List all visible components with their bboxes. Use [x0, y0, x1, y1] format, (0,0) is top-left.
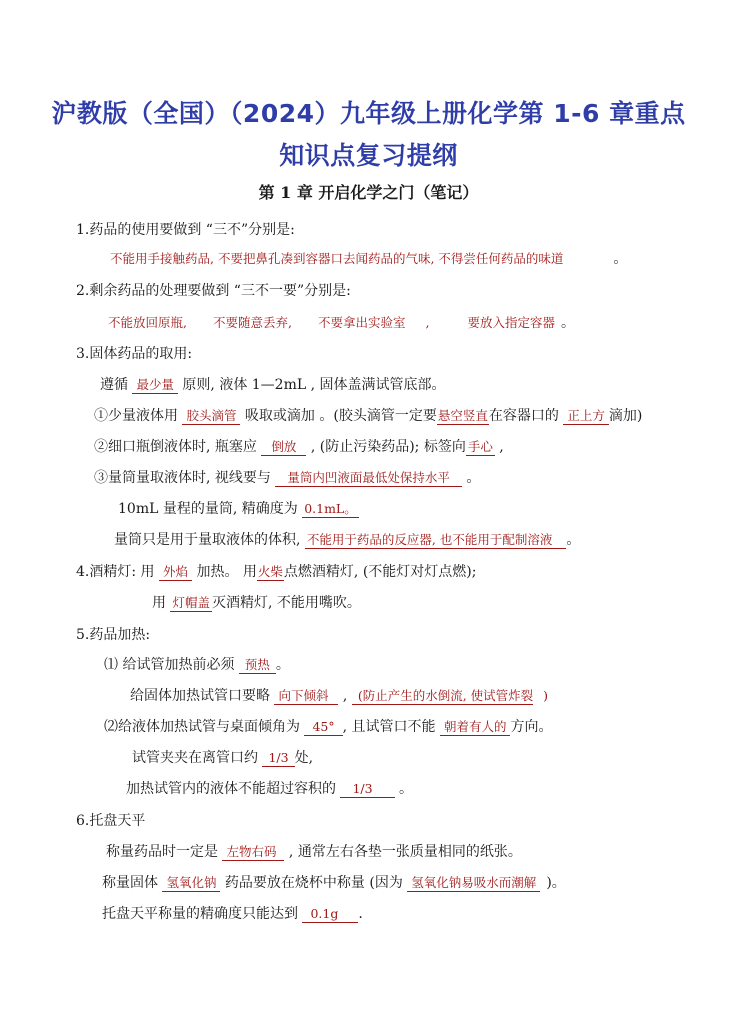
section-2-answer-line: [108, 313, 575, 333]
text: 10mL 量程的量筒, 精确度为: [118, 501, 298, 517]
section-5-line-4: [132, 748, 313, 768]
text: 称量药品时一定是: [106, 844, 218, 860]
blank-answer: 0.1g: [302, 906, 358, 923]
blank-answer: (防止产生的水倒流, 使试管炸裂: [352, 688, 533, 705]
text: 加热试管内的液体不能超过容积的: [126, 781, 336, 797]
section-3-line-1: [100, 375, 446, 395]
text: 灭酒精灯, 不能用嘴吹。: [211, 595, 361, 611]
section-6-line-3: [102, 904, 363, 924]
document-title-line-1: 沪教版（全国）（2024）九年级上册化学第 1-6 章重点: [51, 99, 686, 128]
blank-answer: 正上方: [563, 408, 609, 425]
blank-answer: 氢氧化钠易吸水而潮解: [407, 875, 540, 892]
text: 用: [152, 595, 166, 611]
blank-answer: 最少量: [132, 377, 178, 394]
section-6-heading: 6.托盘天平: [76, 813, 146, 829]
section-2-answer-3: 不要拿出实验室: [317, 315, 406, 330]
blank-answer: 1/3: [340, 781, 394, 798]
text: 。: [275, 657, 290, 673]
blank-answer: 氢氧化钠: [162, 875, 220, 892]
section-2-question: 2.剩余药品的处理要做到 “三不一要”分别是:: [76, 283, 351, 299]
text: ⑴ 给试管加热前必须: [104, 657, 235, 673]
section-3-line-6: [114, 530, 580, 550]
section-3-line-3: [94, 437, 504, 457]
blank-answer: 外焰: [159, 564, 192, 581]
text: 。: [466, 470, 481, 486]
section-2-answer-4: 要放入指定容器: [467, 315, 555, 330]
text: 托盘天平称量的精确度只能达到: [102, 906, 298, 922]
text: ): [543, 688, 549, 703]
text: 遵循: [100, 377, 128, 393]
text: 滴加): [608, 408, 643, 424]
section-1-answer: 不能用手接触药品, 不要把鼻孔凑到容器口去闻药品的气味, 不得尝任何药品的味道: [110, 251, 564, 266]
text: ,: [499, 439, 504, 455]
text: 吸取或滴加 。(胶头滴管一定要: [244, 408, 437, 424]
section-2-answer-2: 不要随意丢弃,: [212, 315, 292, 330]
text: 在容器口的: [488, 408, 559, 424]
blank-answer: 悬空竖直: [437, 408, 488, 423]
text: 量筒只是用于量取液体的体积,: [114, 532, 301, 548]
blank-answer: 预热: [239, 657, 276, 674]
text: ,: [342, 688, 348, 704]
blank-answer: 胶头滴管: [182, 408, 240, 425]
section-5-line-2: [130, 686, 548, 706]
section-1-answer-line: [110, 249, 627, 269]
text: ⑵给液体加热试管与桌面倾角为: [104, 719, 300, 735]
blank-answer: 倒放: [261, 439, 306, 456]
section-5-line-5: [126, 779, 413, 799]
section-1-question: 1.药品的使用要做到 “三不”分别是:: [76, 222, 295, 238]
section-6-line-1: [106, 842, 522, 862]
blank-answer: 火柴: [257, 564, 283, 579]
chapter-heading: 第 1 章 开启化学之门（笔记）: [258, 183, 479, 202]
text: 试管夹夹在离管口约: [132, 750, 258, 766]
section-2-end: 。: [560, 315, 575, 331]
blank-answer: 量筒内凹液面最低处保持水平: [275, 470, 462, 487]
text: 称量固体: [102, 875, 158, 891]
section-4-line-2: [152, 593, 361, 613]
section-6-line-2: [102, 873, 566, 893]
text: 4.酒精灯: 用: [76, 564, 155, 580]
text: 方向。: [510, 719, 553, 735]
text: 药品要放在烧杯中称量 (因为: [224, 875, 403, 891]
blank-answer: 不能用于药品的反应器, 也不能用于配制溶液: [305, 532, 566, 549]
blank-answer: 左物右码: [222, 844, 284, 861]
blank-answer: 手心: [467, 439, 493, 454]
section-2-comma: ,: [425, 315, 430, 330]
text: .: [358, 906, 363, 922]
text: 。: [566, 532, 581, 548]
text: 点燃酒精灯, (不能灯对灯点燃);: [283, 564, 477, 580]
section-1-end: 。: [613, 251, 628, 267]
section-3-line-4: [94, 468, 480, 488]
section-4-line-1: [76, 562, 476, 582]
text: )。: [546, 875, 566, 891]
text: ①少量液体用: [94, 408, 178, 424]
section-5-heading: 5.药品加热:: [76, 627, 151, 643]
document-title-line-2: 知识点复习提纲: [279, 141, 458, 170]
section-2-answer-1: 不能放回原瓶,: [108, 315, 187, 330]
section-3-line-5: [118, 499, 359, 519]
text: , (防止污染药品); 标签向: [310, 439, 466, 455]
blank-answer: 灯帽盖: [172, 595, 210, 610]
blank-answer: 向下倾斜: [274, 688, 338, 705]
text: 给固体加热试管口要略: [130, 688, 270, 704]
blank-answer: 45°: [304, 719, 342, 736]
blank-answer: 朝着有人的: [440, 719, 511, 736]
text: 加热。 用: [196, 564, 257, 580]
text: 原则, 液体 1—2mL , 固体盖满试管底部。: [182, 377, 446, 393]
section-3-line-2: [94, 406, 642, 426]
text: ②细口瓶倒液体时, 瓶塞应: [94, 439, 257, 455]
section-5-line-1: [104, 655, 290, 675]
blank-answer: 0.1mL。: [304, 501, 357, 516]
section-3-heading: 3.固体药品的取用:: [76, 346, 193, 362]
blank-answer: 1/3: [262, 750, 294, 767]
text: , 且试管口不能: [342, 719, 436, 735]
text: 。: [399, 781, 414, 797]
text: ③量筒量取液体时, 视线要与: [94, 470, 271, 486]
section-5-line-3: [104, 717, 552, 737]
text: , 通常左右各垫一张质量相同的纸张。: [288, 844, 522, 860]
text: 处,: [294, 750, 314, 766]
